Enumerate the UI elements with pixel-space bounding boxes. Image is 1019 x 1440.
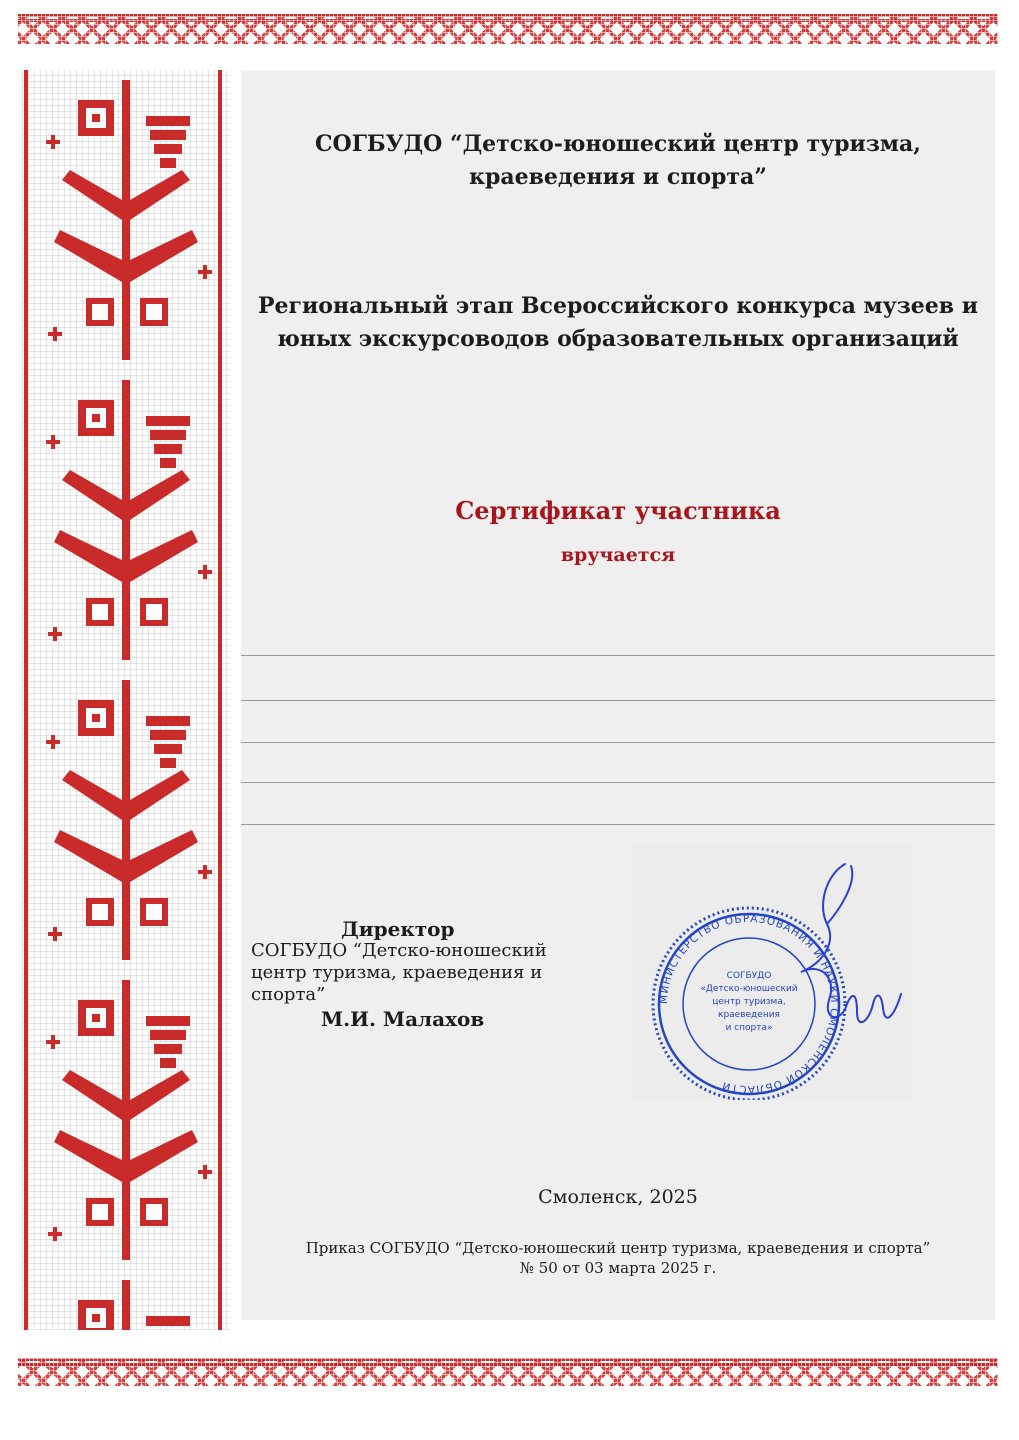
director-signature-block <box>251 918 581 1030</box>
recipient-line-5 <box>241 824 995 825</box>
recipient-line-2 <box>241 700 995 701</box>
bottom-ornament-border <box>18 1358 998 1386</box>
order-reference <box>241 1238 995 1278</box>
organization-name-line1: СОГБУДО “Детско-юношеский центр туризма, <box>315 131 921 157</box>
certificate-panel <box>241 70 995 1320</box>
stamp-center-line4: краеведения <box>718 1010 780 1020</box>
organization-name <box>241 128 995 194</box>
stamp-center-line3: центр туризма, <box>712 997 786 1007</box>
stamp-center-line5: и спорта» <box>725 1023 773 1033</box>
stamp-center-line1: СОГБУДО <box>726 971 772 981</box>
director-org-line2: центр туризма, краеведения и <box>251 962 543 983</box>
embroidery-pattern <box>22 70 230 1330</box>
recipient-line-1 <box>241 655 995 656</box>
certificate-title: Сертификат участника <box>455 496 781 525</box>
order-line1: Приказ СОГБУДО “Детско-юношеский центр туризма, краеведения и спорта” <box>305 1239 931 1257</box>
contest-name <box>241 290 995 356</box>
contest-name-line1: Региональный этап Всероссийского конкурса музеев и <box>257 293 979 319</box>
recipient-line-4 <box>241 782 995 783</box>
organization-name-line2: краеведения и спорта” <box>469 164 767 190</box>
city-year: Смоленск, 2025 <box>538 1186 698 1208</box>
top-ornament-border <box>18 14 998 44</box>
director-name: М.И. Малахов <box>321 1007 485 1031</box>
stamp-center-line2: «Детско-юношеский <box>700 984 798 994</box>
official-stamp <box>631 844 911 1100</box>
director-title: Директор <box>341 917 455 941</box>
contest-name-line2: юных экскурсоводов образовательных организаций <box>277 326 959 352</box>
ornament-column <box>22 70 230 1330</box>
stamp-ring-text: МИНИСТЕРСТВО ОБРАЗОВАНИЯ И НАУКИ СМОЛЕНСКОЙ ОБЛАСТИ <box>657 912 841 1096</box>
director-org-line3: спорта” <box>251 984 326 1005</box>
recipient-line-3 <box>241 742 995 743</box>
director-org-line1: СОГБУДО “Детско-юношеский <box>251 940 547 961</box>
order-line2: № 50 от 03 марта 2025 г. <box>519 1259 717 1277</box>
certificate-subtitle: вручается <box>560 544 676 566</box>
stamp-and-signature <box>631 844 911 1100</box>
